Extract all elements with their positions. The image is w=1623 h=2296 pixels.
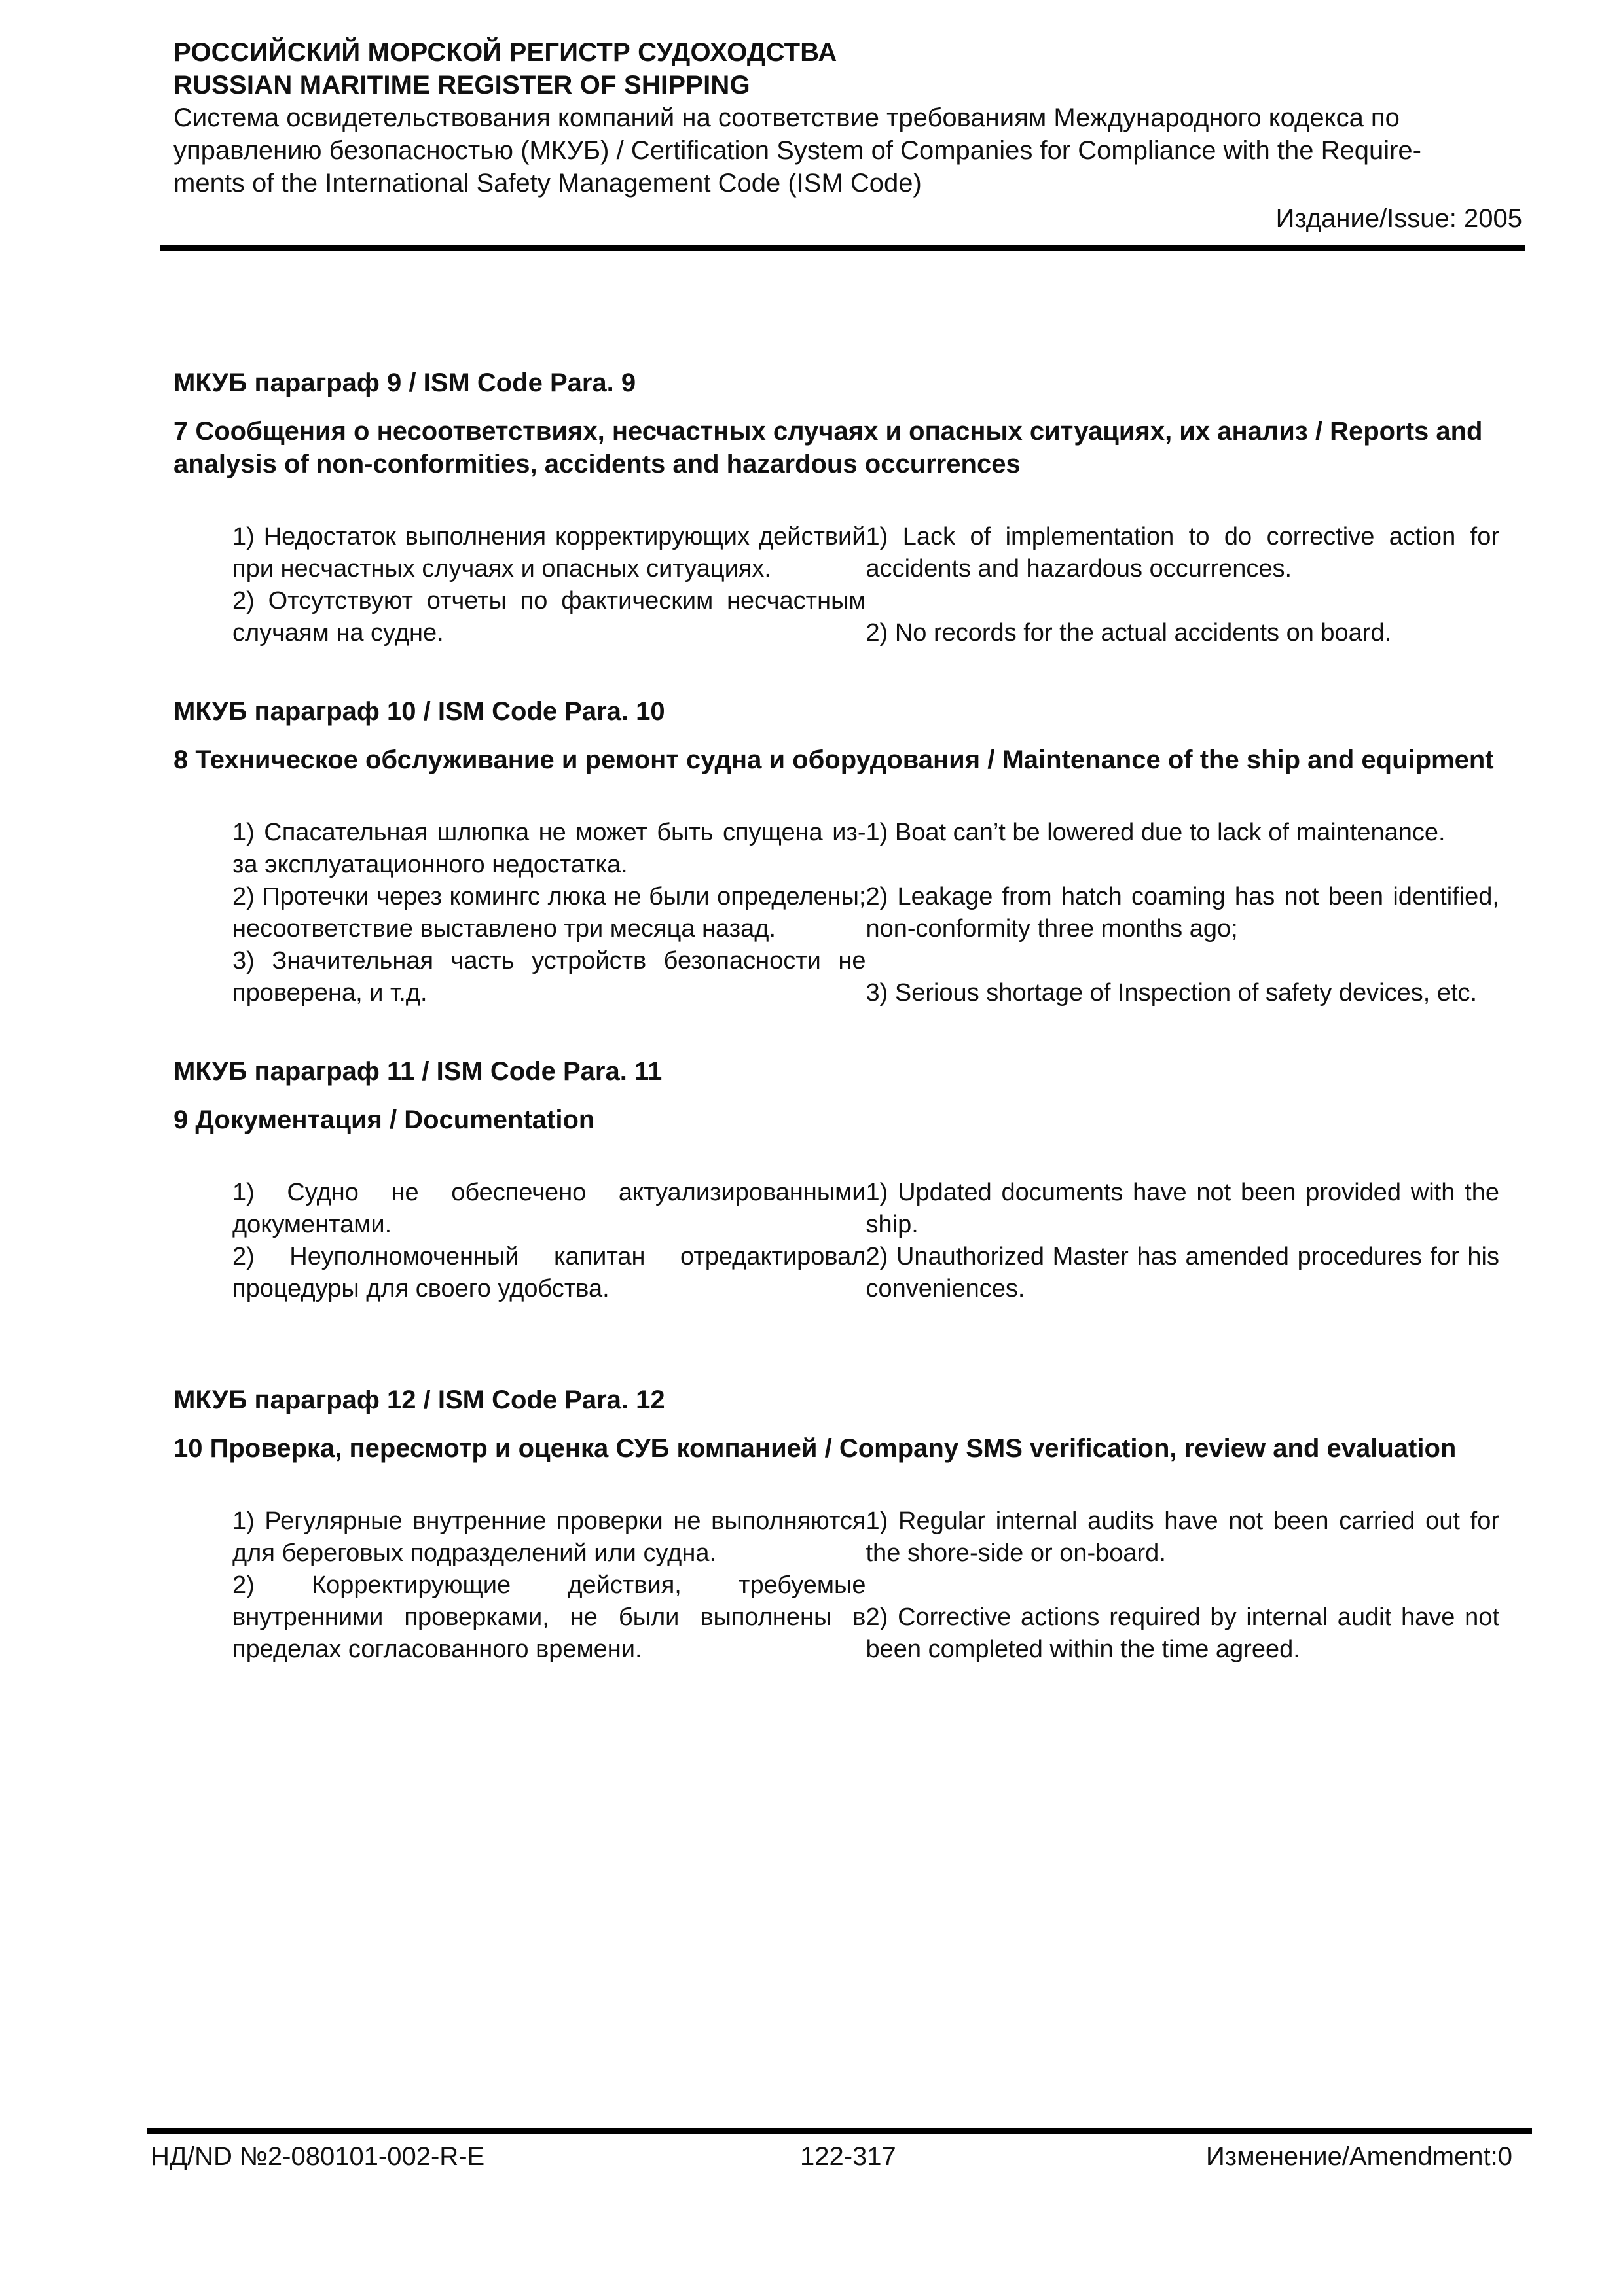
page-number: 122-317 [800, 2142, 896, 2171]
section-para-10 [173, 695, 1516, 1009]
findings-en [866, 817, 1500, 1009]
clause-heading: 9 Документация / Documentation [173, 1105, 595, 1134]
finding-en: 1) Updated documents have not been provided with the ship. [866, 1179, 1499, 1238]
finding-en: 2) Leakage from hatch coaming has not been identified, non-conformity three months ago; [866, 883, 1499, 942]
section-para-12 [173, 1384, 1516, 1666]
finding-ru: 3) Значительная часть устройств безопасности не проверена, и т.д. [232, 947, 866, 1007]
findings-columns [173, 817, 1516, 1009]
findings-columns [173, 521, 1516, 649]
footer-divider [147, 2128, 1532, 2134]
page-header [173, 36, 1522, 235]
amendment-label: Изменение/Amendment:0 [1206, 2142, 1512, 2171]
system-title-line-1: Система освидетельствования компаний на соответствие требованиям Международного кодекса по [173, 103, 1400, 132]
finding-ru: 2) Корректирующие действия, требуемые внутренними проверками, не были выполнены в пределах согласованного времени. [232, 1571, 866, 1663]
para-heading: МКУБ параграф 11 / ISM Code Para. 11 [173, 1057, 663, 1086]
system-title-line-3: ments of the International Safety Management Code (ISM Code) [173, 169, 922, 198]
document-number: НД/ND №2-080101-002-R-E [151, 2142, 485, 2171]
header-divider [160, 245, 1525, 251]
section-para-11 [173, 1055, 1516, 1305]
finding-en: 3) Serious shortage of Inspection of safety devices, etc. [866, 979, 1478, 1007]
findings-en [866, 521, 1500, 649]
finding-ru: 2) Неуполномоченный капитан отредактировал процедуры для своего удобства. [232, 1243, 866, 1302]
findings-columns [173, 1177, 1516, 1305]
section-para-9 [173, 367, 1516, 649]
finding-en: 1) Regular internal audits have not been carried out for the shore-side or on-board. [866, 1507, 1499, 1567]
findings-ru [232, 817, 866, 1009]
finding-ru: 2) Отсутствуют отчеты по фактическим несчастным случаям на судне. [232, 587, 866, 647]
finding-ru: 2) Протечки через комингс люка не были определены; несоответствие выставлено три месяца назад. [232, 883, 866, 942]
finding-en: 2) No records for the actual accidents on board. [866, 619, 1392, 647]
org-name-en: RUSSIAN MARITIME REGISTER OF SHIPPING [173, 71, 750, 99]
findings-ru [232, 1505, 866, 1666]
clause-heading: 10 Проверка, пересмотр и оценка СУБ компанией / Company SMS verification, review and evaluation [173, 1434, 1457, 1463]
findings-en [866, 1505, 1500, 1666]
finding-en: 1) Lack of implementation to do corrective action for accidents and hazardous occurrences. [866, 523, 1499, 583]
clause-heading: 8 Техническое обслуживание и ремонт судна и оборудования / Maintenance of the ship and equipment [173, 745, 1494, 774]
para-heading: МКУБ параграф 10 / ISM Code Para. 10 [173, 697, 665, 726]
document-body [173, 367, 1516, 1666]
finding-ru: 1) Спасательная шлюпка не может быть спущена из-за эксплуатационного недостатка. [232, 819, 866, 878]
para-heading: МКУБ параграф 9 / ISM Code Para. 9 [173, 368, 636, 397]
findings-ru [232, 1177, 866, 1305]
finding-en: 2) Corrective actions required by internal audit have not been completed within the time agreed. [866, 1604, 1499, 1663]
finding-en: 1) Boat can’t be lowered due to lack of maintenance. [866, 819, 1446, 846]
clause-heading: 7 Сообщения о несоответствиях, несчастных случаях и опасных ситуациях, их анализ / Reports and analysis of non-conformities, accidents and hazardous occurrences [173, 417, 1483, 478]
system-title-line-2: управлению безопасностью (МКУБ) / Certification System of Companies for Compliance with the Require- [173, 136, 1421, 165]
finding-en: 2) Unauthorized Master has amended procedures for his conveniences. [866, 1243, 1499, 1302]
para-heading: МКУБ параграф 12 / ISM Code Para. 12 [173, 1386, 665, 1414]
findings-ru [232, 521, 866, 649]
finding-ru: 1) Судно не обеспечено актуализированными документами. [232, 1179, 866, 1238]
findings-columns [173, 1505, 1516, 1666]
finding-ru: 1) Недостаток выполнения корректирующих действий при несчастных случаях и опасных ситуациях. [232, 523, 866, 583]
finding-ru: 1) Регулярные внутренние проверки не выполняются для береговых подразделений или судна. [232, 1507, 866, 1567]
issue-label: Издание/Issue: 2005 [1275, 204, 1522, 233]
findings-en [866, 1177, 1500, 1305]
org-name-ru: РОССИЙСКИЙ МОРСКОЙ РЕГИСТР СУДОХОДСТВА [173, 38, 837, 67]
